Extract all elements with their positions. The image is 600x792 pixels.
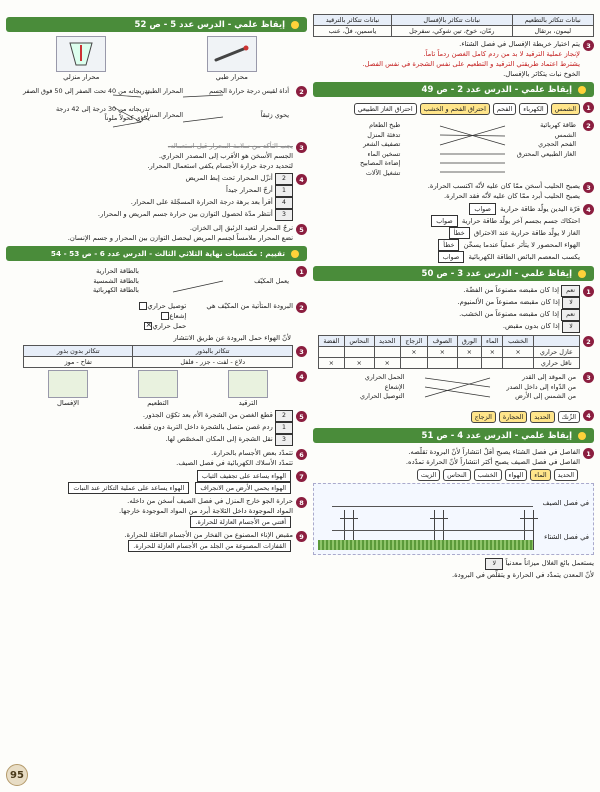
question-1f xyxy=(6,265,307,299)
image-label: محرار طبي xyxy=(215,73,248,81)
table-cell xyxy=(344,347,374,358)
match-item: من الدّواء إلى داخل الصدر xyxy=(506,382,576,391)
question-number: 4 xyxy=(583,204,594,215)
tf-item xyxy=(320,309,580,321)
step-number: 4 xyxy=(275,197,293,209)
question-1d xyxy=(313,447,594,467)
match-item: من الشمس إلى الأرض xyxy=(515,392,576,400)
layering-image xyxy=(228,370,268,398)
step-text: قطع الغصن من الشجرة الأم بعد تكوّن الجذور. xyxy=(142,411,273,419)
match-item: تدفئة المنزل xyxy=(367,130,401,139)
assessment-header xyxy=(6,246,307,261)
step-number: 1 xyxy=(275,185,293,197)
grass xyxy=(318,540,533,550)
season-label: في فصل الشتاء xyxy=(544,533,589,541)
step-number: 3 xyxy=(275,434,293,446)
match-left-list xyxy=(93,267,139,296)
step-number: 2 xyxy=(275,173,293,185)
label-chip: الحديد xyxy=(554,469,578,481)
table-header: الخشب xyxy=(503,336,533,347)
table-cell: ياسمين، فلّ، عنب xyxy=(314,26,392,37)
match-item: طبخ الطعام xyxy=(369,121,401,129)
question-number: 8 xyxy=(296,497,307,508)
choice: الحجارة xyxy=(499,411,527,423)
table-header: الورق xyxy=(457,336,482,347)
question-number: 1 xyxy=(583,286,594,297)
match-item: الغاز الطبيعي المحترق xyxy=(516,149,576,158)
match-left-list xyxy=(360,373,404,402)
question-number: 1 xyxy=(583,448,594,459)
table-header: نباتات تتكاثر بالإفسال xyxy=(391,15,512,26)
step-number: 2 xyxy=(275,410,293,422)
choice: الزجاج xyxy=(471,411,496,423)
tf-answer: نعم xyxy=(561,309,580,321)
step-text: نقل الشجرة إلى المكان المخصّص لها. xyxy=(165,435,273,443)
match-item: يعمل المكيّف xyxy=(254,277,289,285)
answer-line: يصبح الحليب أسخن ممّا كان عليه لأنّه اكتسب الحرارة. xyxy=(427,182,580,190)
table-header: نباتات تتكاثر بالترقيد xyxy=(314,15,392,26)
table-cell xyxy=(457,358,482,369)
table-cell: عازل حراري xyxy=(533,347,579,358)
answer-line: الفاصل في فصل الصيف يصبح أكثر انتشاراً لأنّ الحرارة تمدّده. xyxy=(405,458,580,466)
question-number: 3 xyxy=(583,40,594,51)
answer-line: يصبح الحليب أبرد ممّا كان عليه لأنّه فقد الحرارة. xyxy=(444,192,580,200)
boxed-answer: الهواء يحمي الأرض من الانجراف xyxy=(195,482,291,494)
lesson-title: تقييم : مكتسبات نهاية الثلاثي الثالث - الدرس عدد 6 - ص 53 - 54 xyxy=(50,249,285,258)
table-cell xyxy=(427,358,457,369)
energy-source-chips xyxy=(354,103,580,115)
tf-answer: لا xyxy=(562,321,580,333)
tf-text: قرّة اليدين يولّد طاقة حرارية xyxy=(500,205,580,213)
match-item: تشغيل الآلات xyxy=(365,168,401,177)
table-cell xyxy=(503,358,533,369)
choice: الحديد xyxy=(530,411,554,423)
table-header: النحاس xyxy=(344,336,374,347)
answer-line: يتم اختيار خريطة الإفسال في فصل الشتاء. xyxy=(459,40,580,48)
tf-item xyxy=(320,321,580,333)
table-cell: × xyxy=(344,358,374,369)
bullet-icon xyxy=(578,432,586,440)
question-number: 2 xyxy=(296,86,307,97)
question-number: 4 xyxy=(296,174,307,185)
table-cell xyxy=(374,347,400,358)
chip: احتراق الغاز الطبيعي xyxy=(354,103,417,115)
step-text: أقرأ بعد برهة درجة الحرارة المسجّلة على المحرار. xyxy=(130,198,273,206)
medical-thermometer-icon xyxy=(207,36,257,72)
question-2c xyxy=(313,335,594,369)
matching-exercise xyxy=(23,267,293,297)
question-number: 6 xyxy=(296,449,307,460)
tf-item xyxy=(320,203,580,215)
material-labels xyxy=(313,469,594,481)
answer-line: حرارة الجو خارج المنزل في فصل الصيف أسخن من داخله. xyxy=(127,497,293,505)
question-number: 4 xyxy=(296,371,307,382)
question-number: 3 xyxy=(296,142,307,153)
label-chip: النحاس xyxy=(443,469,471,481)
question-3b xyxy=(313,181,594,201)
page-number: 95 xyxy=(6,764,28,786)
option-label: حمل حراري xyxy=(152,322,187,330)
matching-exercise xyxy=(320,373,580,405)
label-chip: الماء xyxy=(530,469,550,481)
question-4f xyxy=(6,370,307,408)
lesson-title: إيقاظ علمي - الدرس عدد 4 - ص 51 xyxy=(421,430,572,441)
table-header: الفضة xyxy=(319,336,345,347)
answer-line: الجسم الأسخن هو الأقرب إلى المصدر الحراري. xyxy=(158,152,293,160)
tf-text: إذا كان بدون مقبض. xyxy=(502,322,560,330)
lesson-2-header xyxy=(313,82,594,97)
tf-text: إذا كان مقبضه مصنوعاً من الألمنيوم. xyxy=(457,298,560,306)
table-cell: × xyxy=(457,347,482,358)
answer-line xyxy=(124,540,293,552)
question-number: 3 xyxy=(583,182,594,193)
tf-answer: صواب xyxy=(469,203,496,215)
question-number: 9 xyxy=(296,531,307,542)
answer-line xyxy=(313,558,594,570)
home-thermometer-icon xyxy=(56,36,106,72)
step-text: أنتظر مدّة لحصول التوازن بين حرارة جسم المريض و المحرار. xyxy=(97,210,273,218)
thermometer-images xyxy=(6,36,307,82)
wire xyxy=(332,530,533,531)
step-text: أرجّ المحرار جيداً xyxy=(226,186,273,194)
left-column xyxy=(6,14,307,782)
lesson-5-header xyxy=(6,17,307,32)
answer-line: نضع المحرار ملامساً لجسم المريض ليحصل التوازن بين المحرار و جسم الإنسان. xyxy=(67,234,293,242)
answer-line: تتمدّد الأسلاك الكهربائية في فصل الصيف. xyxy=(176,459,293,467)
chip: الشمس xyxy=(551,103,580,115)
answer-line: لأنّ الهواء حمل البرودة عن طريق الانتشار xyxy=(173,334,291,342)
question-1 xyxy=(313,101,594,117)
option[interactable] xyxy=(136,321,186,331)
option-label: إشعاع xyxy=(169,312,187,320)
label-chip: الزيت xyxy=(417,469,440,481)
tf-answer: صواب xyxy=(438,251,465,263)
answer-line: الخوخ نبات يتكاثر بالإفسال. xyxy=(503,70,580,78)
answer-line: يشترط اعتماد طريقتي الترقيد و التطعيم على نفس الشجرة في نفس الفصل. xyxy=(362,60,580,68)
match-item: بالطاقة الحرارية xyxy=(96,267,139,275)
image-card xyxy=(56,36,106,82)
match-item: يحوي زئبقاً xyxy=(260,110,289,119)
lesson-title: إيقاظ علمي - الدرس عدد 2 - ص 49 xyxy=(421,84,572,95)
answer-line: لأنّ المعدن يتمدّد في الحرارة و يتقلّص في البرودة. xyxy=(451,571,594,579)
propagation-table xyxy=(313,14,594,37)
step-item xyxy=(98,173,293,185)
question-2 xyxy=(313,119,594,179)
image-label: محرار منزلي xyxy=(63,73,100,81)
match-item: إضاءة المصابيح xyxy=(360,159,401,167)
table-header: الزجاج xyxy=(400,336,427,347)
boxed-answer: القفازات المصنوعة من الجلد من الأجسام العازلة للحرارة. xyxy=(128,540,291,552)
tf-answer: صواب xyxy=(431,215,458,227)
question-number: 7 xyxy=(296,471,307,482)
bullet-icon xyxy=(578,270,586,278)
cutting-image xyxy=(48,370,88,398)
matching-exercise xyxy=(320,121,580,177)
table-header: الحديد xyxy=(374,336,400,347)
tf-item xyxy=(320,297,580,309)
question-text: البرودة المتأتية من المكيّف هي xyxy=(206,302,293,310)
match-item: بالطاقة الشمسية xyxy=(93,276,139,285)
table-header: الماء xyxy=(482,336,503,347)
answer-line: الفاصل في فصل الشتاء يصبح أقلّ انتشاراً لأنّ البرودة تقلّصه. xyxy=(408,448,580,456)
step-item xyxy=(98,197,293,209)
chip: احتراق الفحم و الخشب xyxy=(420,103,490,115)
matching-exercise xyxy=(23,87,293,137)
question-number: 4 xyxy=(583,410,594,421)
table-cell: × xyxy=(503,347,533,358)
question-number: 3 xyxy=(296,346,307,357)
image-card xyxy=(207,36,257,82)
match-item: المحرار المنزلي xyxy=(140,110,183,119)
tf-text: الغاز لا يولّد طاقة حرارية عند الاحتراق xyxy=(473,229,580,237)
answer-line: لإنجاز عملية الترقيد لا بد من ردم كامل الغصن ردماً تاماً. xyxy=(423,50,580,58)
match-item: تدريجاته من 40 تحت الصفر إلى 50 فوق الصفر xyxy=(23,87,150,95)
answer-line xyxy=(119,516,293,528)
match-item: أداة لقيس درجة حرارة الجسم xyxy=(209,87,289,95)
option[interactable] xyxy=(136,301,186,311)
tf-text: إذا كان مقبضه مصنوعاً من الفضّة. xyxy=(463,286,559,294)
table-cell xyxy=(319,347,345,358)
question-number: 2 xyxy=(583,336,594,347)
match-item: الإشعاع xyxy=(384,382,405,391)
table-cell: ناقل حراري xyxy=(533,358,579,369)
table-cell: دلاع - لفت - جزر - فلفل xyxy=(133,357,293,368)
question-number: 1 xyxy=(583,102,594,113)
option[interactable] xyxy=(136,311,186,321)
question-number: 2 xyxy=(296,302,307,313)
question-1c xyxy=(313,285,594,333)
tf-item xyxy=(320,227,580,239)
power-line-diagram xyxy=(313,483,594,555)
match-right-list xyxy=(506,373,576,402)
question-9f xyxy=(6,530,307,552)
table-cell: × xyxy=(427,347,457,358)
question-5e xyxy=(6,223,307,243)
tf-text: إذا كان مقبضه مصنوعاً من الخشب. xyxy=(459,310,559,318)
season-label: في فصل الصيف xyxy=(542,499,589,507)
step-text: ردم غصن متصل بالشجرة داخل التربة دون قطعه. xyxy=(133,423,273,431)
chip: الفحم xyxy=(493,103,516,115)
step-text: أنزّل المحرار تحت إبط المريض xyxy=(185,174,273,182)
checkbox-checked[interactable] xyxy=(144,322,152,330)
question-6f xyxy=(6,448,307,468)
table-cell xyxy=(400,358,427,369)
match-left-list xyxy=(23,87,150,124)
answer-line: تتمدّد بعض الأجسام بالحرارة. xyxy=(211,449,293,457)
table-cell: × xyxy=(400,347,427,358)
table-cell: رمّان، خوخ، تين شوكي، سفرجل xyxy=(391,26,512,37)
tf-answer: نعم xyxy=(561,285,580,297)
question-4c xyxy=(313,409,594,425)
question-3 xyxy=(313,39,594,79)
boxed-answer: الهواء يساعد على عملية التكاثر عند النبات xyxy=(68,482,189,494)
step-item xyxy=(98,185,293,197)
match-item: تصفيف الشعر xyxy=(363,140,401,148)
question-3f xyxy=(6,345,307,368)
choice: الزّنك xyxy=(558,411,580,423)
question-number: 1 xyxy=(296,266,307,277)
answer-line xyxy=(66,482,293,494)
match-item: المحرار الطبي xyxy=(144,87,183,95)
question-3c xyxy=(313,371,594,407)
checkbox[interactable] xyxy=(139,302,147,310)
chip: الكهرباء xyxy=(519,103,547,115)
step-item xyxy=(133,434,293,446)
material-choices xyxy=(471,411,580,423)
match-item: تدريجاته من 30 درجة إلى 42 درجة xyxy=(56,104,150,113)
table-cell: × xyxy=(482,347,503,358)
answer-line: يجب التأكد من سلامة المحرار قبل استعماله. xyxy=(167,142,293,150)
question-2e xyxy=(6,85,307,139)
seeds-table xyxy=(23,345,293,368)
match-right-list xyxy=(254,277,289,287)
table-header: الصوف xyxy=(427,336,457,347)
tf-item xyxy=(320,285,580,297)
tf-answer: لا xyxy=(562,297,580,309)
table-header: نباتات تتكاثر بالتطعيم xyxy=(512,15,593,26)
right-column xyxy=(313,14,594,782)
answer-line: مقبض الإناء المصنوع من الفخار من الأجسام الناقلة للحرارة. xyxy=(124,531,293,539)
lesson-title: إيقاظ علمي - الدرس عدد 5 - ص 52 xyxy=(134,19,285,30)
tf-item xyxy=(320,251,580,263)
question-4e xyxy=(6,173,307,221)
checkbox[interactable] xyxy=(161,312,169,320)
step-item xyxy=(133,422,293,434)
bullet-icon xyxy=(291,250,299,258)
tf-answer: خطأ xyxy=(449,227,470,239)
label-chip: الخشب xyxy=(474,469,502,481)
table-header xyxy=(533,336,579,347)
match-item: تسخين الماء xyxy=(367,149,401,158)
question-2f xyxy=(6,301,307,331)
question-8f xyxy=(6,496,307,528)
matching-lines xyxy=(23,267,293,297)
match-item: من الموقد إلى القدر xyxy=(522,373,576,381)
question-4 xyxy=(313,203,594,263)
wire xyxy=(332,506,533,507)
question-3e xyxy=(6,141,307,171)
table-cell: × xyxy=(319,358,345,369)
answer-line: نرجّ المحرار لتعيد الزئبق إلى الخزان. xyxy=(189,224,293,232)
question-number: 2 xyxy=(583,120,594,131)
option-label: توصيل حراري xyxy=(147,302,187,310)
bullet-icon xyxy=(291,21,299,29)
lesson-title: إيقاظ علمي - الدرس عدد 3 - ص 50 xyxy=(421,268,572,279)
lesson-4-header xyxy=(313,428,594,443)
boxed-answer: أقتني من الأجسام العازلة للحرارة. xyxy=(190,516,291,528)
answer-box: لا xyxy=(485,558,503,570)
step-item xyxy=(98,209,293,221)
question-number: 3 xyxy=(583,372,594,383)
lesson-3-header xyxy=(313,266,594,281)
question-text: يستعمل بائع الغلال ميزاناً معدنياً xyxy=(505,559,594,567)
answer-line xyxy=(66,470,293,482)
match-right-list xyxy=(209,87,289,120)
image-label: الترقيد xyxy=(238,399,258,407)
table-cell: تفاح - موز xyxy=(24,357,133,368)
bullet-icon xyxy=(578,86,586,94)
answer-line: لتحديد درجة حرارة الأجسام يكفي استعمال المحرار. xyxy=(147,162,293,170)
tf-item xyxy=(320,215,580,227)
match-item: الحمل الحراري xyxy=(364,373,405,381)
tf-text: الهواء المحصور لا يتأثر عملياً عندما يسخّن xyxy=(463,241,580,249)
step-number: 1 xyxy=(275,422,293,434)
boxed-answer: الهواء يساعد على تجفيف الثياب xyxy=(197,470,291,482)
grafting-image xyxy=(138,370,178,398)
match-item: الفحم الحجري xyxy=(538,140,576,148)
table-header: تتكاثر بالبذور xyxy=(133,346,293,357)
question-5f xyxy=(6,410,307,446)
step-item xyxy=(133,410,293,422)
match-right-list xyxy=(517,121,576,159)
table-cell: × xyxy=(374,358,400,369)
question-7f xyxy=(6,470,307,494)
answer-line: المواد الموجودة داخل الثلاجة أبرد من المواد الموجودة خارجها. xyxy=(119,507,293,515)
tf-text: احتكاك جسم بجسم آخر يولّد طاقة حرارية xyxy=(461,217,580,225)
step-number: 3 xyxy=(275,209,293,221)
table-header: تتكاثر بدون بذور xyxy=(24,346,133,357)
tf-item xyxy=(320,239,580,251)
tf-answer: خطأ xyxy=(438,239,459,251)
match-left-list xyxy=(360,121,400,178)
match-item: طاقة كهربائية xyxy=(540,121,576,129)
table-cell: ليمون، برتقال xyxy=(512,26,593,37)
match-item: بالطاقة الكهربائية xyxy=(93,286,139,294)
table-cell xyxy=(482,358,503,369)
match-item: الشمس xyxy=(554,130,576,139)
image-label: التطعيم xyxy=(147,399,169,407)
match-item: التوصيل الحراري xyxy=(360,392,405,400)
conductor-table xyxy=(318,335,580,369)
question-number: 5 xyxy=(296,224,307,235)
question-number: 5 xyxy=(296,411,307,422)
match-item: يحوي كحولاً ملوناً xyxy=(104,114,150,122)
tf-text: يكسب المعصم البائض الطاقة الكهربائية xyxy=(468,253,580,261)
label-chip: الهواء xyxy=(505,469,528,481)
image-label: الإفسال xyxy=(56,399,80,407)
